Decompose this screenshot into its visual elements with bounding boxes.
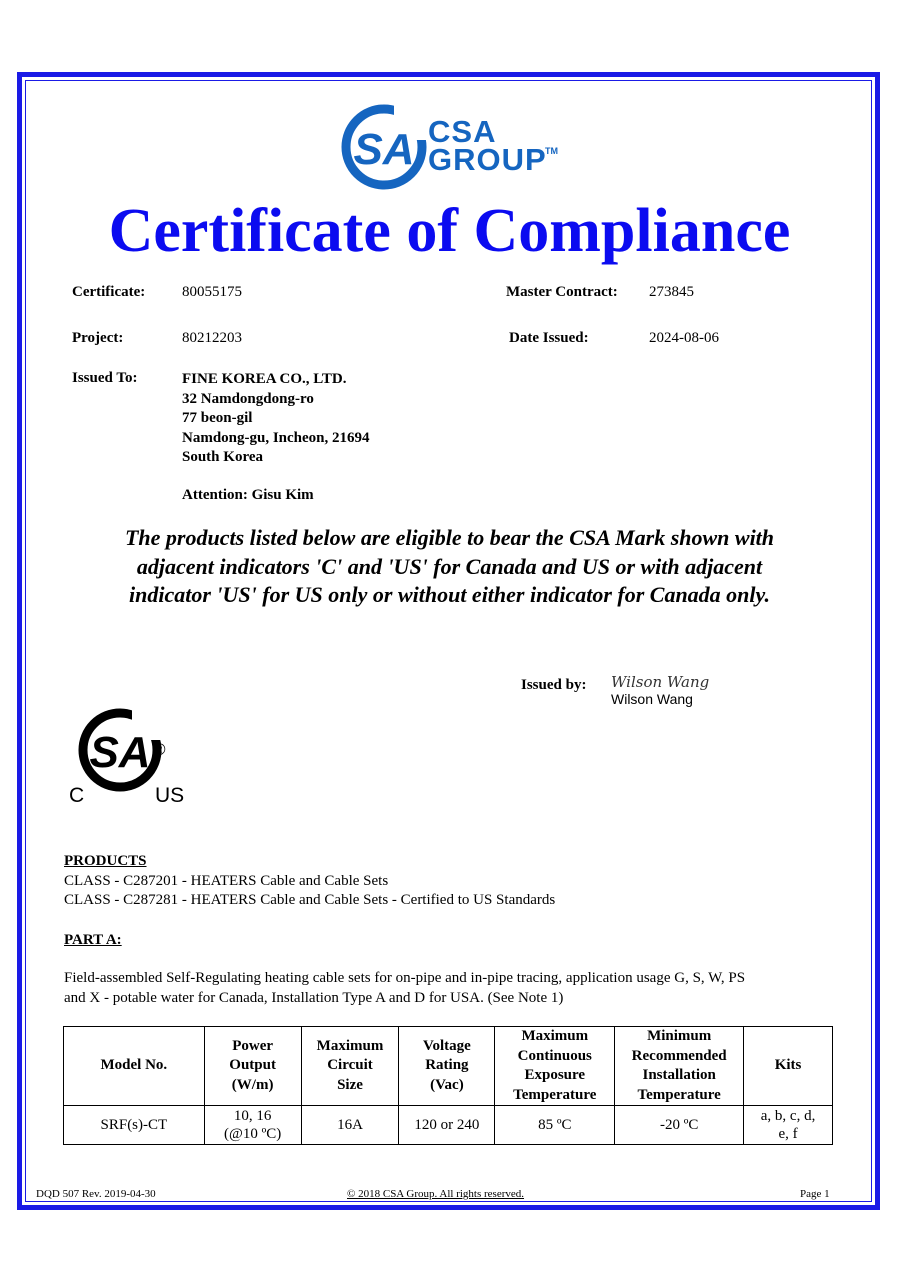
part-a-heading: PART A: (64, 932, 122, 948)
issued-to-label: Issued To: (72, 370, 138, 386)
project-value: 80212203 (182, 330, 242, 346)
date-issued-label: Date Issued: (509, 330, 589, 346)
issuer-name: Wilson Wang (611, 691, 693, 707)
logo-mark-letters: SA (353, 125, 415, 174)
cell-power: 10, 16 (@10 ºC) (204, 1106, 301, 1145)
project-label: Project: (72, 330, 124, 346)
logo-text-csa: CSA (428, 114, 497, 149)
product-class-line: CLASS - C287201 - HEATERS Cable and Cable Sets (64, 873, 389, 889)
header-model-no: Model No. (64, 1027, 205, 1106)
header-kits: Kits (744, 1027, 833, 1106)
address-line: FINE KOREA CO., LTD. (182, 371, 347, 387)
eligibility-statement (60, 524, 839, 610)
certificate-label: Certificate: (72, 284, 146, 300)
header-min-install-temp: Minimum Recommended Installation Temperature (615, 1027, 744, 1106)
header-max-exposure-temp: Maximum Continuous Exposure Temperature (495, 1027, 615, 1106)
products-heading: PRODUCTS (64, 853, 147, 869)
table-header-row (64, 1027, 833, 1106)
address-line: 32 Namdongdong-ro (182, 390, 314, 407)
part-a-description-line: and X - potable water for Canada, Installation Type A and D for USA. (See Note 1) (64, 990, 564, 1006)
address-line: Namdong-gu, Incheon, 21694 (182, 429, 370, 446)
footer-copyright: © 2018 CSA Group. All rights reserved. (347, 1188, 525, 1200)
signature: Wilson Wang (611, 673, 710, 691)
statement-line: adjacent indicators 'C' and 'US' for Canada and US or with adjacent (136, 553, 763, 579)
product-class-line: CLASS - C287281 - HEATERS Cable and Cable Sets - Certified to US Standards (64, 892, 556, 908)
statement-line: The products listed below are eligible to bear the CSA Mark shown with (124, 525, 775, 550)
address-line: 77 beon-gil (182, 410, 253, 426)
header-power-output: Power Output (W/m) (204, 1027, 301, 1106)
cell-kits: a, b, c, d, e, f (744, 1106, 833, 1145)
master-contract-label: Master Contract: (506, 284, 618, 300)
cell-circuit: 16A (301, 1106, 399, 1145)
cell-min-temp: -20 ºC (615, 1106, 744, 1145)
mark-indicator-us: US (155, 784, 185, 807)
part-a-description-line: Field-assembled Self-Regulating heating cable sets for on-pipe and in-pipe tracing, application usage G, S, W, PS (64, 970, 746, 986)
header-voltage-rating: Voltage Rating (Vac) (399, 1027, 495, 1106)
ratings-table (63, 1026, 833, 1145)
mark-indicator-c: C (69, 784, 85, 807)
footer-form-id: DQD 507 Rev. 2019-04-30 (36, 1188, 156, 1200)
statement-line: indicator 'US' for US only or without either indicator for Canada only. (129, 582, 770, 607)
date-issued-value: 2024-08-06 (649, 330, 719, 346)
header-max-circuit-size: Maximum Circuit Size (301, 1027, 399, 1106)
page-title: Certificate of Compliance (108, 197, 791, 265)
registered-symbol: ® (153, 740, 166, 759)
cell-model: SRF(s)-CT (64, 1106, 205, 1145)
cell-max-temp: 85 ºC (495, 1106, 615, 1145)
csa-certification-mark (60, 700, 200, 810)
logo-trademark: TM (545, 146, 558, 156)
mark-letters: SA (89, 728, 151, 777)
table-row (64, 1106, 833, 1145)
cell-voltage: 120 or 240 (399, 1106, 495, 1145)
master-contract-value: 273845 (649, 284, 694, 300)
csa-logo-icon (338, 100, 430, 195)
certificate-value: 80055175 (182, 284, 242, 300)
address-line: South Korea (182, 449, 263, 465)
logo-text-group: GROUP (428, 142, 547, 177)
issued-by-label: Issued by: (521, 677, 587, 693)
csa-group-logo (338, 100, 568, 195)
footer-page-number: Page 1 (800, 1188, 830, 1200)
attention-line: Attention: Gisu Kim (182, 487, 314, 503)
issued-to-address (182, 370, 370, 468)
